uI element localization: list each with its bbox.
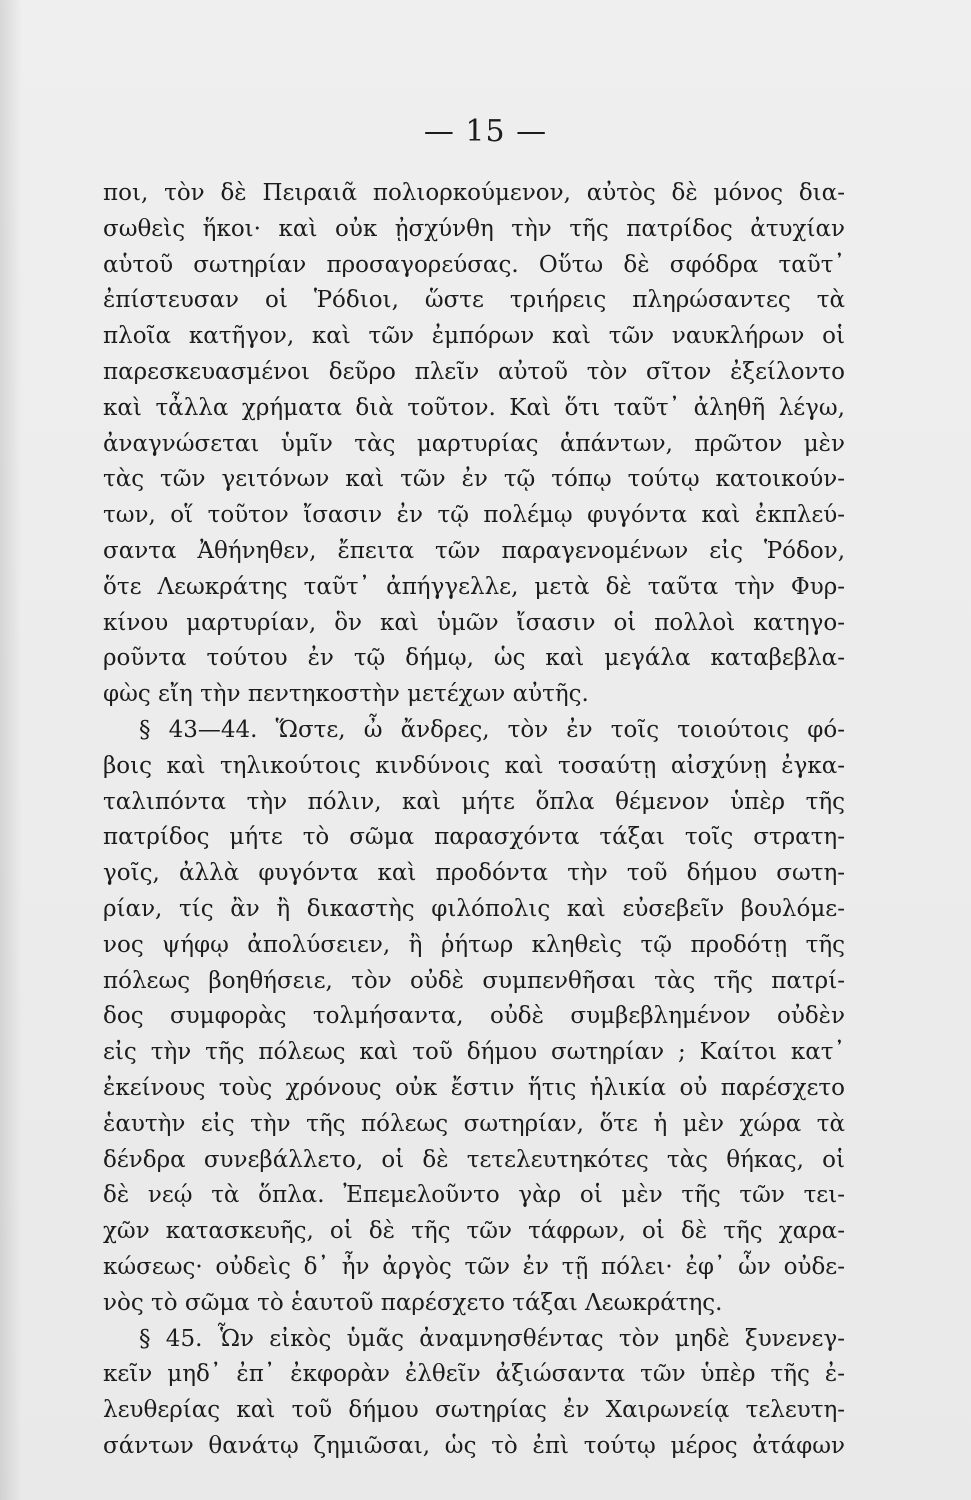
text-line: ροῦντα τούτου ἐν τῷ δήμῳ, ὡς καὶ μεγάλα καταβεβλα- [103,645,845,672]
text-line: λευθερίας καὶ τοῦ δήμου σωτηρίας ἐν Χαιρωνείᾳ τελευτη- [103,1397,845,1424]
text-line: ἑαυτὴν εἰς τὴν τῆς πόλεως σωτηρίαν, ὅτε ἡ μὲν χώρα τὰ [103,1110,845,1137]
text-line: πόλεως βοηθήσειε, τὸν οὐδὲ συμπενθῆσαι τὰς τῆς πατρί- [103,967,845,994]
text-line: ὅτε Λεωκράτης ταῦτ᾽ ἀπήγγελλε, μετὰ δὲ ταῦτα τὴν Φυρ- [103,573,845,600]
text-line: τὰς τῶν γειτόνων καὶ τῶν ἐν τῷ τόπῳ τούτῳ κατοικούν- [103,466,845,493]
text-line: αὑτοῦ σωτηρίαν προσαγορεύσας. Οὕτω δὲ σφόδρα ταῦτ᾽ [103,251,845,278]
body-text [103,176,845,1465]
text-line: παρεσκευασμένοι δεῦρο πλεῖν αὐτοῦ τὸν σῖτον ἐξείλοντο [103,358,845,385]
text-line: § 45. Ὧν εἰκὸς ὑμᾶς ἀναμνησθέντας τὸν μηδὲ ξυνενεγ- [139,1325,845,1352]
text-line: δένδρα συνεβάλλετο, οἱ δὲ τετελευτηκότες τὰς θήκας, οἱ [103,1146,845,1173]
text-line: γοῖς, ἀλλὰ φυγόντα καὶ προδόντα τὴν τοῦ δήμου σωτη- [103,860,845,887]
text-line: ταλιπόντα τὴν πόλιν, καὶ μήτε ὅπλα θέμενον ὑπὲρ τῆς [103,788,845,815]
text-line: των, οἵ τοῦτον ἴσασιν ἐν τῷ πολέμῳ φυγόντα καὶ ἐκπλεύ- [103,502,845,529]
text-line: πατρίδος μήτε τὸ σῶμα παρασχόντα τάξαι τοῖς στρατη- [103,824,845,851]
text-line: σαντα Ἀθήνηθεν, ἔπειτα τῶν παραγενομένων εἰς Ῥόδον, [103,537,845,564]
text-line: § 43—44. Ὥστε, ὦ ἄνδρες, τὸν ἐν τοῖς τοιούτοις φό- [139,716,845,743]
text-line: σάντων θανάτῳ ζημιῶσαι, ὡς τὸ ἐπὶ τούτῳ μέρος ἀτάφων [103,1432,845,1459]
text-line: δος συμφορὰς τολμήσαντα, οὐδὲ συμβεβλημένον οὐδὲν [103,1003,845,1030]
text-line: κεῖν μηδ᾽ ἐπ᾽ ἐκφορὰν ἐλθεῖν ἀξιώσαντα τῶν ὑπὲρ τῆς ἐ- [103,1361,845,1388]
text-line: φὼς εἴη τὴν πεντηκοστὴν μετέχων αὐτῆς. [103,681,589,708]
text-line: βοις καὶ τηλικούτοις κινδύνοις καὶ τοσαύτῃ αἰσχύνῃ ἐγκα- [103,752,845,779]
text-line: χῶν κατασκευῆς, οἱ δὲ τῆς τῶν τάφρων, οἱ δὲ τῆς χαρα- [103,1218,845,1245]
text-line: σωθεὶς ἥκοι· καὶ οὐκ ᾐσχύνθη τὴν τῆς πατρίδος ἀτυχίαν [103,215,845,242]
text-line: καὶ τἆλλα χρήματα διὰ τοῦτον. Καὶ ὅτι ταῦτ᾽ ἀληθῆ λέγω, [103,394,845,421]
text-line: δὲ νεῴ τὰ ὅπλα. Ἐπεμελοῦντο γὰρ οἱ μὲν τῆς τῶν τει- [103,1182,845,1209]
text-line: εἰς τὴν τῆς πόλεως καὶ τοῦ δήμου σωτηρίαν ; Καίτοι κατ᾽ [103,1039,845,1066]
text-line: κώσεως· οὐδεὶς δ᾽ ἦν ἀργὸς τῶν ἐν τῇ πόλει· ἐφ᾽ ὧν οὐδε- [103,1253,845,1280]
text-line: ἀναγνώσεται ὑμῖν τὰς μαρτυρίας ἁπάντων, πρῶτον μὲν [103,430,845,457]
text-line: κίνου μαρτυρίαν, ὃν καὶ ὑμῶν ἴσασιν οἱ πολλοὶ κατηγο- [103,609,845,636]
text-line: ἐκείνους τοὺς χρόνους οὐκ ἔστιν ἥτις ἡλικία οὐ παρέσχετο [103,1074,845,1101]
text-line: ρίαν, τίς ἂν ἢ δικαστὴς φιλόπολις καὶ εὐσεβεῖν βουλόμε- [103,895,845,922]
text-line: νὸς τὸ σῶμα τὸ ἑαυτοῦ παρέσχετο τάξαι Λεωκράτης. [103,1289,723,1316]
text-line: πλοῖα κατῆγον, καὶ τῶν ἐμπόρων καὶ τῶν ναυκλήρων οἱ [103,323,845,350]
text-line: νος ψήφῳ ἀπολύσειεν, ἢ ῥήτωρ κληθεὶς τῷ προδότῃ τῆς [103,931,845,958]
text-line: ποι, τὸν δὲ Πειραιᾶ πολιορκούμενον, αὐτὸς δὲ μόνος δια- [103,180,845,206]
page-number: — 15 — [423,114,548,149]
text-line: ἐπίστευσαν οἱ Ῥόδιοι, ὥστε τριήρεις πληρώσαντες τὰ [103,287,845,314]
